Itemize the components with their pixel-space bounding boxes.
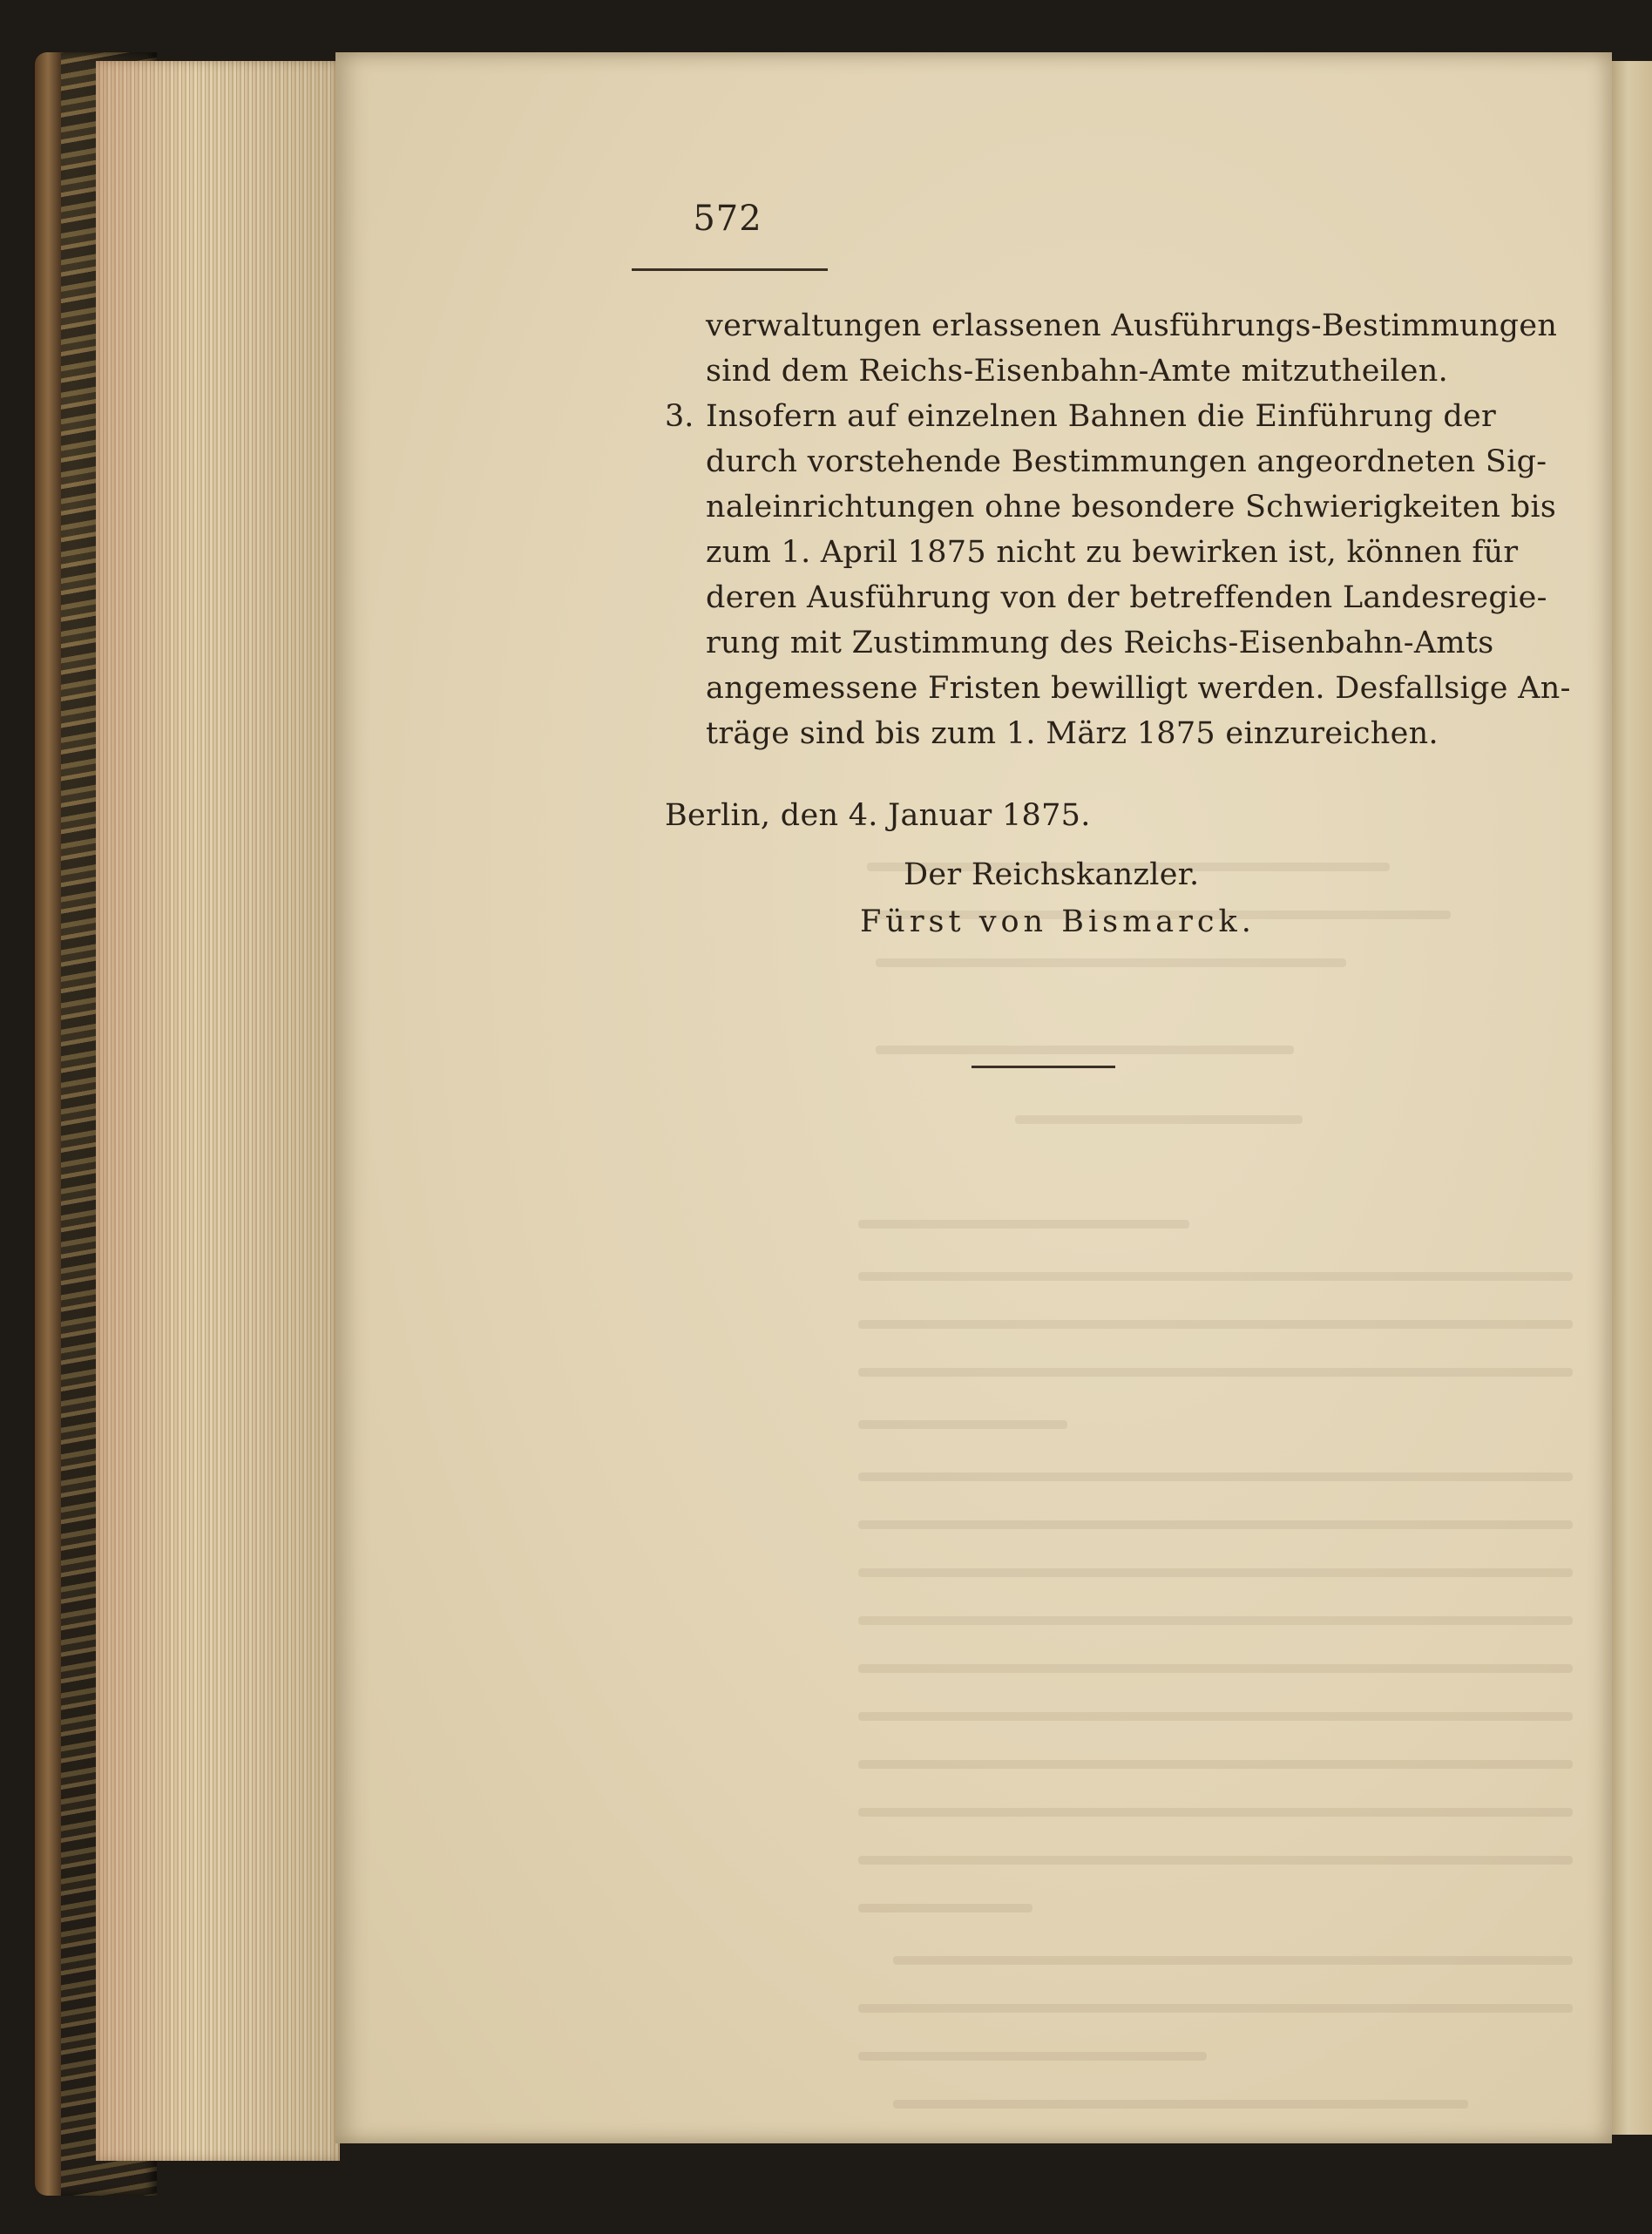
text-line: verwaltungen erlassenen Ausführungs-Bestimmungen: [706, 308, 1558, 343]
place-date: Berlin, den 4. Januar 1875.: [665, 798, 1091, 833]
next-page-edge: [1612, 61, 1652, 2135]
signature-title: Der Reichskanzler.: [904, 857, 1200, 892]
item-number: 3.: [665, 399, 694, 434]
text-line: rung mit Zustimmung des Reichs-Eisenbahn-Amts: [706, 626, 1494, 660]
header-rule: [632, 268, 828, 271]
book-page: [335, 52, 1612, 2143]
closing-rule: [972, 1066, 1115, 1068]
leather-spine-edge: [35, 52, 61, 2196]
page-number: 572: [693, 199, 762, 239]
text-line: Insofern auf einzelnen Bahnen die Einführung der: [706, 399, 1497, 434]
text-line: zum 1. April 1875 nicht zu bewirken ist, können für: [706, 535, 1519, 570]
text-line: sind dem Reichs-Eisenbahn-Amte mitzutheilen.: [706, 354, 1449, 389]
text-line: träge sind bis zum 1. März 1875 einzureichen.: [706, 716, 1439, 751]
text-line: angemessene Fristen bewilligt werden. Desfallsige An-: [706, 671, 1571, 706]
text-line: deren Ausführung von der betreffenden Landesregie-: [706, 580, 1547, 615]
signature-name: Fürst von Bismarck.: [860, 904, 1256, 939]
text-line: durch vorstehende Bestimmungen angeordneten Sig-: [706, 444, 1547, 479]
text-line: naleinrichtungen ohne besondere Schwierigkeiten bis: [706, 490, 1557, 525]
